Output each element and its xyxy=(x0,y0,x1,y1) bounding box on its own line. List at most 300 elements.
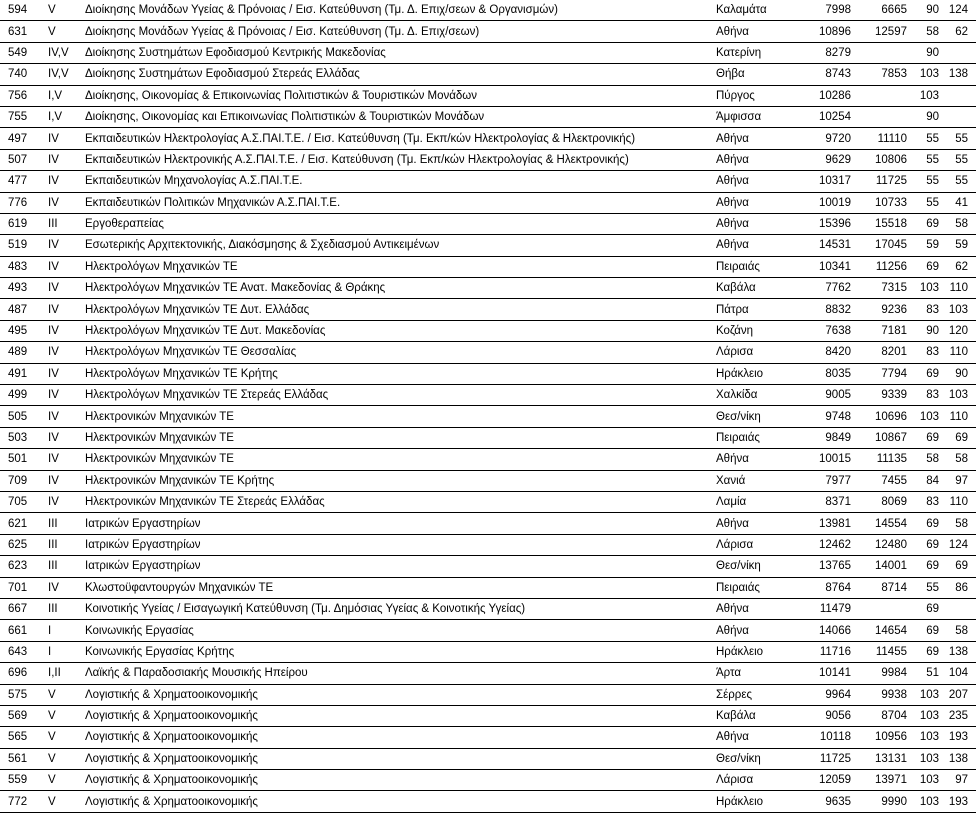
department-name-cell: Ηλεκτρονικών Μηχανικών ΤΕ Κρήτης xyxy=(85,470,716,491)
field-group-cell: IV xyxy=(48,342,85,363)
field-group-cell: V xyxy=(48,770,85,791)
department-code-cell: 497 xyxy=(0,128,48,149)
department-code-cell: 503 xyxy=(0,427,48,448)
table-row xyxy=(0,213,976,234)
table-row xyxy=(0,598,976,619)
base-score-1-cell: 13765 xyxy=(795,556,851,577)
department-name-cell: Εκπαιδευτικών Πολιτικών Μηχανικών Α.Σ.ΠΑΙ.Τ.Ε. xyxy=(85,192,716,213)
table-row xyxy=(0,705,976,726)
department-code-cell: 643 xyxy=(0,641,48,662)
department-code-cell: 709 xyxy=(0,470,48,491)
field-group-cell: V xyxy=(48,748,85,769)
base-score-2-cell xyxy=(851,42,907,63)
table-row xyxy=(0,449,976,470)
quota-1-cell: 69 xyxy=(907,363,939,384)
base-score-1-cell: 8420 xyxy=(795,342,851,363)
quota-2-cell: 207 xyxy=(939,684,976,705)
table-row xyxy=(0,235,976,256)
department-code-cell: 623 xyxy=(0,556,48,577)
field-group-cell: I xyxy=(48,641,85,662)
base-score-2-cell: 10806 xyxy=(851,149,907,170)
quota-1-cell: 55 xyxy=(907,577,939,598)
department-name-cell: Ιατρικών Εργαστηρίων xyxy=(85,513,716,534)
base-score-2-cell: 11455 xyxy=(851,641,907,662)
quota-2-cell: 59 xyxy=(939,235,976,256)
department-name-cell: Εργοθεραπείας xyxy=(85,213,716,234)
base-score-2-cell: 9938 xyxy=(851,684,907,705)
field-group-cell: IV xyxy=(48,278,85,299)
base-score-2-cell: 10733 xyxy=(851,192,907,213)
table-row xyxy=(0,85,976,106)
base-score-1-cell: 14066 xyxy=(795,620,851,641)
city-cell: Ηράκλειο xyxy=(716,641,795,662)
quota-1-cell: 69 xyxy=(907,534,939,555)
quota-1-cell: 103 xyxy=(907,748,939,769)
department-code-cell: 561 xyxy=(0,748,48,769)
base-score-1-cell: 10341 xyxy=(795,256,851,277)
field-group-cell: IV xyxy=(48,171,85,192)
field-group-cell: IV xyxy=(48,449,85,470)
department-name-cell: Ηλεκτρονικών Μηχανικών ΤΕ xyxy=(85,449,716,470)
quota-1-cell: 69 xyxy=(907,513,939,534)
base-score-1-cell: 8743 xyxy=(795,64,851,85)
quota-1-cell: 69 xyxy=(907,641,939,662)
department-code-cell: 483 xyxy=(0,256,48,277)
quota-2-cell xyxy=(939,85,976,106)
quota-1-cell: 55 xyxy=(907,192,939,213)
table-row xyxy=(0,663,976,684)
base-score-2-cell: 12597 xyxy=(851,21,907,42)
table-row xyxy=(0,470,976,491)
base-score-1-cell: 7998 xyxy=(795,0,851,21)
base-score-1-cell: 8035 xyxy=(795,363,851,384)
city-cell: Θεσ/νίκη xyxy=(716,406,795,427)
quota-2-cell: 62 xyxy=(939,21,976,42)
department-name-cell: Διοίκησης Μονάδων Υγείας & Πρόνοιας / Εισ. Κατεύθυνση (Τμ. Δ. Επιχ/σεων & Οργανισμών) xyxy=(85,0,716,21)
department-code-cell: 559 xyxy=(0,770,48,791)
quota-1-cell: 90 xyxy=(907,0,939,21)
quota-2-cell: 55 xyxy=(939,149,976,170)
quota-1-cell: 83 xyxy=(907,299,939,320)
city-cell: Αθήνα xyxy=(716,449,795,470)
base-score-2-cell: 14654 xyxy=(851,620,907,641)
table-row xyxy=(0,770,976,791)
table-row xyxy=(0,641,976,662)
base-score-2-cell xyxy=(851,85,907,106)
city-cell: Ηράκλειο xyxy=(716,791,795,812)
table-row xyxy=(0,21,976,42)
base-score-1-cell: 15396 xyxy=(795,213,851,234)
department-name-cell: Κλωστοϋφαντουργών Μηχανικών ΤΕ xyxy=(85,577,716,598)
quota-2-cell: 124 xyxy=(939,0,976,21)
city-cell: Αθήνα xyxy=(716,235,795,256)
field-group-cell: IV,V xyxy=(48,64,85,85)
table-row xyxy=(0,0,976,21)
base-score-1-cell: 8764 xyxy=(795,577,851,598)
table-row xyxy=(0,342,976,363)
field-group-cell: IV xyxy=(48,427,85,448)
field-group-cell: IV,V xyxy=(48,42,85,63)
base-score-2-cell: 13971 xyxy=(851,770,907,791)
base-score-1-cell: 10896 xyxy=(795,21,851,42)
department-code-cell: 776 xyxy=(0,192,48,213)
field-group-cell: IV xyxy=(48,256,85,277)
department-code-cell: 701 xyxy=(0,577,48,598)
department-code-cell: 667 xyxy=(0,598,48,619)
base-score-1-cell: 10286 xyxy=(795,85,851,106)
field-group-cell: V xyxy=(48,727,85,748)
quota-2-cell: 69 xyxy=(939,556,976,577)
base-score-1-cell: 10118 xyxy=(795,727,851,748)
city-cell: Πύργος xyxy=(716,85,795,106)
department-name-cell: Ηλεκτρολόγων Μηχανικών ΤΕ xyxy=(85,256,716,277)
base-score-2-cell: 9984 xyxy=(851,663,907,684)
quota-1-cell: 69 xyxy=(907,256,939,277)
department-name-cell: Κοινωνικής Εργασίας Κρήτης xyxy=(85,641,716,662)
quota-2-cell: 55 xyxy=(939,171,976,192)
quota-2-cell: 55 xyxy=(939,128,976,149)
quota-2-cell: 120 xyxy=(939,320,976,341)
department-code-cell: 740 xyxy=(0,64,48,85)
department-code-cell: 565 xyxy=(0,727,48,748)
base-score-2-cell: 8069 xyxy=(851,491,907,512)
department-code-cell: 495 xyxy=(0,320,48,341)
quota-1-cell: 69 xyxy=(907,556,939,577)
city-cell: Πειραιάς xyxy=(716,577,795,598)
quota-1-cell: 69 xyxy=(907,598,939,619)
department-name-cell: Εσωτερικής Αρχιτεκτονικής, Διακόσμησης & Σχεδιασμού Αντικειμένων xyxy=(85,235,716,256)
city-cell: Ηράκλειο xyxy=(716,363,795,384)
quota-1-cell: 55 xyxy=(907,171,939,192)
base-score-1-cell: 9635 xyxy=(795,791,851,812)
quota-1-cell: 103 xyxy=(907,278,939,299)
base-score-2-cell: 13131 xyxy=(851,748,907,769)
department-name-cell: Διοίκησης Συστημάτων Εφοδιασμού Κεντρικής Μακεδονίας xyxy=(85,42,716,63)
quota-1-cell: 103 xyxy=(907,791,939,812)
field-group-cell: IV xyxy=(48,320,85,341)
department-name-cell: Ηλεκτρονικών Μηχανικών ΤΕ xyxy=(85,427,716,448)
department-name-cell: Λογιστικής & Χρηματοοικονομικής xyxy=(85,770,716,791)
table-row xyxy=(0,256,976,277)
city-cell: Αθήνα xyxy=(716,171,795,192)
department-code-cell: 519 xyxy=(0,235,48,256)
department-name-cell: Διοίκησης Συστημάτων Εφοδιασμού Στερεάς Ελλάδας xyxy=(85,64,716,85)
quota-2-cell: 58 xyxy=(939,513,976,534)
department-code-cell: 493 xyxy=(0,278,48,299)
city-cell: Πειραιάς xyxy=(716,256,795,277)
city-cell: Λάρισα xyxy=(716,770,795,791)
department-name-cell: Εκπαιδευτικών Ηλεκτρολογίας Α.Σ.ΠΑΙ.Τ.Ε. / Εισ. Κατεύθυνση (Τμ. Εκπ/κών Ηλεκτρολογίας & Ηλεκτρονικής) xyxy=(85,128,716,149)
city-cell: Καβάλα xyxy=(716,705,795,726)
table-row xyxy=(0,385,976,406)
quota-1-cell: 55 xyxy=(907,149,939,170)
field-group-cell: V xyxy=(48,684,85,705)
department-name-cell: Ηλεκτρονικών Μηχανικών ΤΕ Στερεάς Ελλάδας xyxy=(85,491,716,512)
department-code-cell: 477 xyxy=(0,171,48,192)
base-score-2-cell: 7853 xyxy=(851,64,907,85)
table-row xyxy=(0,513,976,534)
field-group-cell: IV xyxy=(48,406,85,427)
city-cell: Αθήνα xyxy=(716,21,795,42)
city-cell: Λάρισα xyxy=(716,342,795,363)
department-name-cell: Ηλεκτρολόγων Μηχανικών ΤΕ Κρήτης xyxy=(85,363,716,384)
department-name-cell: Λαϊκής & Παραδοσιακής Μουσικής Ηπείρου xyxy=(85,663,716,684)
department-name-cell: Λογιστικής & Χρηματοοικονομικής xyxy=(85,791,716,812)
quota-2-cell: 58 xyxy=(939,449,976,470)
field-group-cell: V xyxy=(48,705,85,726)
city-cell: Πάτρα xyxy=(716,299,795,320)
department-code-cell: 661 xyxy=(0,620,48,641)
city-cell: Αθήνα xyxy=(716,598,795,619)
quota-2-cell: 86 xyxy=(939,577,976,598)
department-code-cell: 594 xyxy=(0,0,48,21)
city-cell: Αθήνα xyxy=(716,192,795,213)
table-row xyxy=(0,64,976,85)
table-row xyxy=(0,556,976,577)
field-group-cell: IV xyxy=(48,299,85,320)
table-row xyxy=(0,149,976,170)
base-score-1-cell: 10141 xyxy=(795,663,851,684)
quota-2-cell: 41 xyxy=(939,192,976,213)
city-cell: Αθήνα xyxy=(716,128,795,149)
base-score-1-cell: 9964 xyxy=(795,684,851,705)
base-score-2-cell: 7455 xyxy=(851,470,907,491)
base-score-1-cell: 7762 xyxy=(795,278,851,299)
department-code-cell: 772 xyxy=(0,791,48,812)
quota-2-cell: 138 xyxy=(939,641,976,662)
department-name-cell: Κοινωνικής Εργασίας xyxy=(85,620,716,641)
base-score-1-cell: 7638 xyxy=(795,320,851,341)
base-score-2-cell: 12480 xyxy=(851,534,907,555)
base-score-1-cell: 12462 xyxy=(795,534,851,555)
base-score-2-cell: 11135 xyxy=(851,449,907,470)
base-score-1-cell: 9748 xyxy=(795,406,851,427)
base-score-1-cell: 10015 xyxy=(795,449,851,470)
city-cell: Πειραιάς xyxy=(716,427,795,448)
table-row xyxy=(0,106,976,127)
quota-2-cell xyxy=(939,598,976,619)
base-score-1-cell: 7977 xyxy=(795,470,851,491)
department-code-cell: 625 xyxy=(0,534,48,555)
department-name-cell: Λογιστικής & Χρηματοοικονομικής xyxy=(85,684,716,705)
table-row xyxy=(0,299,976,320)
table-row xyxy=(0,748,976,769)
department-code-cell: 489 xyxy=(0,342,48,363)
quota-2-cell: 235 xyxy=(939,705,976,726)
base-score-1-cell: 11725 xyxy=(795,748,851,769)
quota-2-cell: 90 xyxy=(939,363,976,384)
base-score-2-cell: 11110 xyxy=(851,128,907,149)
base-score-1-cell: 8279 xyxy=(795,42,851,63)
quota-2-cell: 110 xyxy=(939,406,976,427)
quota-2-cell: 124 xyxy=(939,534,976,555)
quota-2-cell: 62 xyxy=(939,256,976,277)
table-row xyxy=(0,620,976,641)
base-score-2-cell: 7315 xyxy=(851,278,907,299)
base-score-2-cell: 10956 xyxy=(851,727,907,748)
department-code-cell: 696 xyxy=(0,663,48,684)
base-score-2-cell: 6665 xyxy=(851,0,907,21)
field-group-cell: IV xyxy=(48,363,85,384)
department-name-cell: Ιατρικών Εργαστηρίων xyxy=(85,534,716,555)
department-name-cell: Λογιστικής & Χρηματοοικονομικής xyxy=(85,705,716,726)
table-row xyxy=(0,363,976,384)
department-code-cell: 631 xyxy=(0,21,48,42)
quota-1-cell: 83 xyxy=(907,385,939,406)
base-score-1-cell: 11479 xyxy=(795,598,851,619)
quota-2-cell: 138 xyxy=(939,748,976,769)
department-name-cell: Διοίκησης, Οικονομίας & Επικοινωνίας Πολιτιστικών & Τουριστικών Μονάδων xyxy=(85,85,716,106)
city-cell: Αθήνα xyxy=(716,149,795,170)
table-row xyxy=(0,534,976,555)
department-name-cell: Ηλεκτρολόγων Μηχανικών ΤΕ Δυτ. Ελλάδας xyxy=(85,299,716,320)
base-score-1-cell: 14531 xyxy=(795,235,851,256)
base-score-1-cell: 9056 xyxy=(795,705,851,726)
field-group-cell: IV xyxy=(48,577,85,598)
table-row xyxy=(0,791,976,812)
table-row xyxy=(0,684,976,705)
base-score-1-cell: 11716 xyxy=(795,641,851,662)
quota-1-cell: 90 xyxy=(907,320,939,341)
department-code-cell: 505 xyxy=(0,406,48,427)
quota-1-cell: 58 xyxy=(907,21,939,42)
base-score-1-cell: 8371 xyxy=(795,491,851,512)
quota-1-cell: 103 xyxy=(907,684,939,705)
field-group-cell: IV xyxy=(48,149,85,170)
table-row xyxy=(0,320,976,341)
city-cell: Άμφισσα xyxy=(716,106,795,127)
base-score-2-cell xyxy=(851,598,907,619)
field-group-cell: IV xyxy=(48,235,85,256)
city-cell: Θεσ/νίκη xyxy=(716,748,795,769)
quota-1-cell: 59 xyxy=(907,235,939,256)
base-score-2-cell: 7794 xyxy=(851,363,907,384)
base-score-1-cell: 10317 xyxy=(795,171,851,192)
base-score-1-cell: 9849 xyxy=(795,427,851,448)
base-score-2-cell: 8714 xyxy=(851,577,907,598)
department-name-cell: Διοίκησης Μονάδων Υγείας & Πρόνοιας / Εισ. Κατεύθυνση (Τμ. Δ. Επιχ/σεων) xyxy=(85,21,716,42)
field-group-cell: V xyxy=(48,791,85,812)
city-cell: Καλαμάτα xyxy=(716,0,795,21)
field-group-cell: V xyxy=(48,0,85,21)
field-group-cell: I,II xyxy=(48,663,85,684)
department-name-cell: Ηλεκτρολόγων Μηχανικών ΤΕ Δυτ. Μακεδονίας xyxy=(85,320,716,341)
field-group-cell: V xyxy=(48,21,85,42)
department-code-cell: 487 xyxy=(0,299,48,320)
city-cell: Αθήνα xyxy=(716,727,795,748)
quota-2-cell xyxy=(939,106,976,127)
base-score-2-cell: 9339 xyxy=(851,385,907,406)
field-group-cell: III xyxy=(48,213,85,234)
quota-1-cell: 83 xyxy=(907,491,939,512)
table-row xyxy=(0,42,976,63)
department-code-cell: 569 xyxy=(0,705,48,726)
department-name-cell: Διοίκησης, Οικονομίας και Επικοινωνίας Πολιτιστικών & Τουριστικών Μονάδων xyxy=(85,106,716,127)
table-row xyxy=(0,491,976,512)
field-group-cell: I,V xyxy=(48,106,85,127)
table-row xyxy=(0,171,976,192)
city-cell: Θήβα xyxy=(716,64,795,85)
quota-1-cell: 90 xyxy=(907,106,939,127)
base-score-2-cell: 8704 xyxy=(851,705,907,726)
department-code-cell: 501 xyxy=(0,449,48,470)
department-code-cell: 621 xyxy=(0,513,48,534)
city-cell: Λάρισα xyxy=(716,534,795,555)
base-score-2-cell: 14001 xyxy=(851,556,907,577)
department-name-cell: Εκπαιδευτικών Μηχανολογίας Α.Σ.ΠΑΙ.Τ.Ε. xyxy=(85,171,716,192)
field-group-cell: III xyxy=(48,598,85,619)
city-cell: Θεσ/νίκη xyxy=(716,556,795,577)
department-name-cell: Ηλεκτρολόγων Μηχανικών ΤΕ Θεσσαλίας xyxy=(85,342,716,363)
field-group-cell: IV xyxy=(48,385,85,406)
department-name-cell: Κοινοτικής Υγείας / Εισαγωγική Κατεύθυνση (Τμ. Δημόσιας Υγείας & Κοινοτικής Υγείας) xyxy=(85,598,716,619)
base-score-2-cell: 9236 xyxy=(851,299,907,320)
city-cell: Αθήνα xyxy=(716,213,795,234)
quota-2-cell: 193 xyxy=(939,791,976,812)
city-cell: Άρτα xyxy=(716,663,795,684)
quota-2-cell: 193 xyxy=(939,727,976,748)
base-score-1-cell: 8832 xyxy=(795,299,851,320)
city-cell: Σέρρες xyxy=(716,684,795,705)
field-group-cell: IV xyxy=(48,192,85,213)
base-score-2-cell: 9990 xyxy=(851,791,907,812)
department-code-cell: 507 xyxy=(0,149,48,170)
table-row xyxy=(0,427,976,448)
department-name-cell: Λογιστικής & Χρηματοοικονομικής xyxy=(85,727,716,748)
field-group-cell: IV xyxy=(48,491,85,512)
department-name-cell: Λογιστικής & Χρηματοοικονομικής xyxy=(85,748,716,769)
quota-2-cell: 104 xyxy=(939,663,976,684)
department-name-cell: Ιατρικών Εργαστηρίων xyxy=(85,556,716,577)
table-row xyxy=(0,406,976,427)
base-score-2-cell: 11725 xyxy=(851,171,907,192)
field-group-cell: I xyxy=(48,620,85,641)
quota-1-cell: 103 xyxy=(907,64,939,85)
quota-1-cell: 103 xyxy=(907,770,939,791)
quota-1-cell: 83 xyxy=(907,342,939,363)
city-cell: Αθήνα xyxy=(716,620,795,641)
quota-2-cell: 97 xyxy=(939,470,976,491)
department-code-cell: 705 xyxy=(0,491,48,512)
quota-2-cell: 58 xyxy=(939,213,976,234)
city-cell: Χαλκίδα xyxy=(716,385,795,406)
department-name-cell: Εκπαιδευτικών Ηλεκτρονικής Α.Σ.ΠΑΙ.Τ.Ε. / Εισ. Κατεύθυνση (Τμ. Εκπ/κών Ηλεκτρολογίας & Ηλεκτρονικής) xyxy=(85,149,716,170)
department-code-cell: 575 xyxy=(0,684,48,705)
base-score-2-cell: 14554 xyxy=(851,513,907,534)
table-row xyxy=(0,577,976,598)
base-score-1-cell: 13981 xyxy=(795,513,851,534)
department-code-cell: 756 xyxy=(0,85,48,106)
quota-2-cell: 58 xyxy=(939,620,976,641)
table-row xyxy=(0,278,976,299)
quota-2-cell: 97 xyxy=(939,770,976,791)
quota-1-cell: 58 xyxy=(907,449,939,470)
base-score-1-cell: 12059 xyxy=(795,770,851,791)
base-score-2-cell: 11256 xyxy=(851,256,907,277)
city-cell: Κατερίνη xyxy=(716,42,795,63)
quota-2-cell: 103 xyxy=(939,299,976,320)
department-code-cell: 755 xyxy=(0,106,48,127)
base-score-1-cell: 9629 xyxy=(795,149,851,170)
city-cell: Καβάλα xyxy=(716,278,795,299)
department-code-cell: 499 xyxy=(0,385,48,406)
base-score-2-cell xyxy=(851,106,907,127)
base-score-2-cell: 17045 xyxy=(851,235,907,256)
department-code-cell: 491 xyxy=(0,363,48,384)
quota-2-cell: 110 xyxy=(939,278,976,299)
department-name-cell: Ηλεκτρονικών Μηχανικών ΤΕ xyxy=(85,406,716,427)
quota-1-cell: 69 xyxy=(907,213,939,234)
